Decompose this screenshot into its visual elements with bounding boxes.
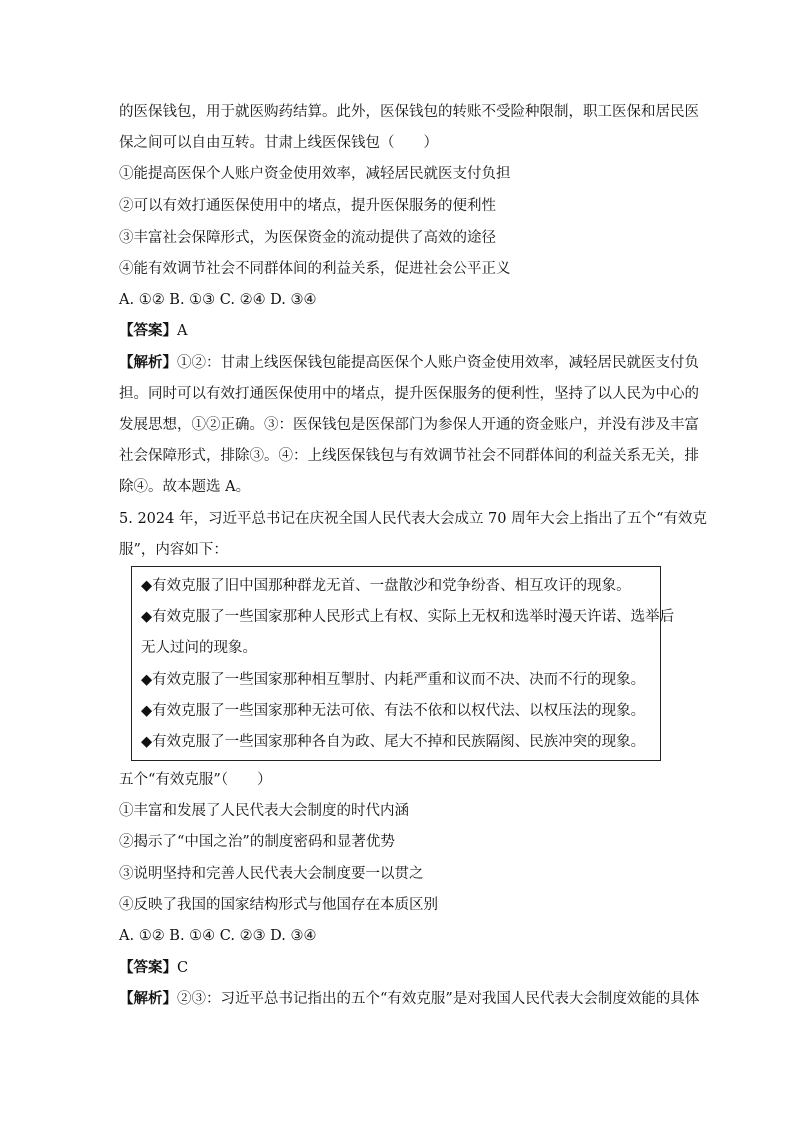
q4-analysis-line-1 bbox=[119, 353, 699, 373]
material-line-6: ◆有效克服了一些国家那种各自为政、尾大不掉和民族隔阂、民族冲突的现象。 bbox=[141, 734, 646, 750]
analysis-text: ①②：甘肃上线医保钱包能提高医保个人账户资金使用效率，减轻居民就医支付负 bbox=[177, 355, 699, 371]
analysis-label: 【解析】 bbox=[119, 354, 177, 371]
q5-stem-line-1: 5. 2024 年，习近平总书记在庆祝全国人民代表大会成立 70 周年大会上指出了五个“有效克 bbox=[119, 511, 708, 527]
q5-option-1: ①丰富和发展了人民代表大会制度的时代内涵 bbox=[119, 803, 409, 819]
analysis-label: 【解析】 bbox=[119, 990, 177, 1007]
q5-option-3: ③说明坚持和完善人民代表大会制度要一以贯之 bbox=[119, 866, 424, 882]
material-line-1: ◆有效克服了旧中国那种群龙无首、一盘散沙和党争纷沓、相互攻讦的现象。 bbox=[141, 578, 631, 594]
q5-analysis-line-1 bbox=[119, 989, 699, 1009]
q4-option-1: ①能提高医保个人账户资金使用效率，减轻居民就医支付负担 bbox=[119, 166, 511, 182]
q5-choices: A. ①② B. ①④ C. ②③ D. ③④ bbox=[119, 928, 317, 944]
q4-stem-line-1: 的医保钱包，用于就医购药结算。此外，医保钱包的转账不受险种限制，职工医保和居民医 bbox=[119, 104, 699, 120]
material-line-5: ◆有效克服了一些国家那种无法可依、有法不依和以权代法、以权压法的现象。 bbox=[141, 703, 646, 719]
q4-stem-line-2: 保之间可以自由互转。甘肃上线医保钱包（ ） bbox=[119, 135, 438, 151]
q4-choices: A. ①② B. ①③ C. ②④ D. ③④ bbox=[119, 292, 317, 308]
material-line-3: 无人过问的现象。 bbox=[141, 640, 257, 656]
q5-prompt: 五个“有效克服”（ ） bbox=[119, 772, 272, 788]
q4-option-3: ③丰富社会保障形式，为医保资金的流动提供了高效的途径 bbox=[119, 230, 496, 246]
material-line-2: ◆有效克服了一些国家那种人民形式上有权、实际上无权和选举时漫天许诺、选举后 bbox=[141, 609, 675, 625]
q4-analysis-line-4: 社会保障形式，排除③。④：上线医保钱包与有效调节社会不同群体间的利益关系无关，排 bbox=[119, 448, 699, 464]
answer-label: 【答案】 bbox=[119, 322, 177, 339]
q5-option-2: ②揭示了“中国之治”的制度密码和显著优势 bbox=[119, 834, 395, 850]
q4-answer bbox=[119, 321, 187, 341]
material-line-4: ◆有效克服了一些国家那种相互掣肘、内耗严重和议而不决、决而不行的现象。 bbox=[141, 672, 646, 688]
q5-material-box bbox=[131, 566, 675, 761]
q4-analysis-line-3: 发展思想，①②正确。③：医保钱包是医保部门为参保人开通的资金账户，并没有涉及丰富 bbox=[119, 417, 699, 433]
analysis-text: ②③：习近平总书记指出的五个“有效克服”是对我国人民代表大会制度效能的具体 bbox=[177, 991, 700, 1007]
q4-analysis-line-2: 担。同时可以有效打通医保使用中的堵点，提升医保服务的便利性，坚持了以人民为中心的 bbox=[119, 386, 699, 402]
q5-option-4: ④反映了我国的国家结构形式与他国存在本质区别 bbox=[119, 897, 438, 913]
answer-value: A bbox=[177, 323, 188, 339]
answer-value: C bbox=[177, 960, 189, 976]
answer-label: 【答案】 bbox=[119, 959, 177, 976]
q4-option-2: ②可以有效打通医保使用中的堵点，提升医保服务的便利性 bbox=[119, 198, 496, 214]
q4-analysis-line-5: 除④。故本题选 A。 bbox=[119, 479, 251, 495]
q4-option-4: ④能有效调节社会不同群体间的利益关系，促进社会公平正义 bbox=[119, 261, 511, 277]
q5-answer bbox=[119, 958, 188, 978]
q5-stem-line-2: 服”，内容如下： bbox=[119, 542, 228, 558]
